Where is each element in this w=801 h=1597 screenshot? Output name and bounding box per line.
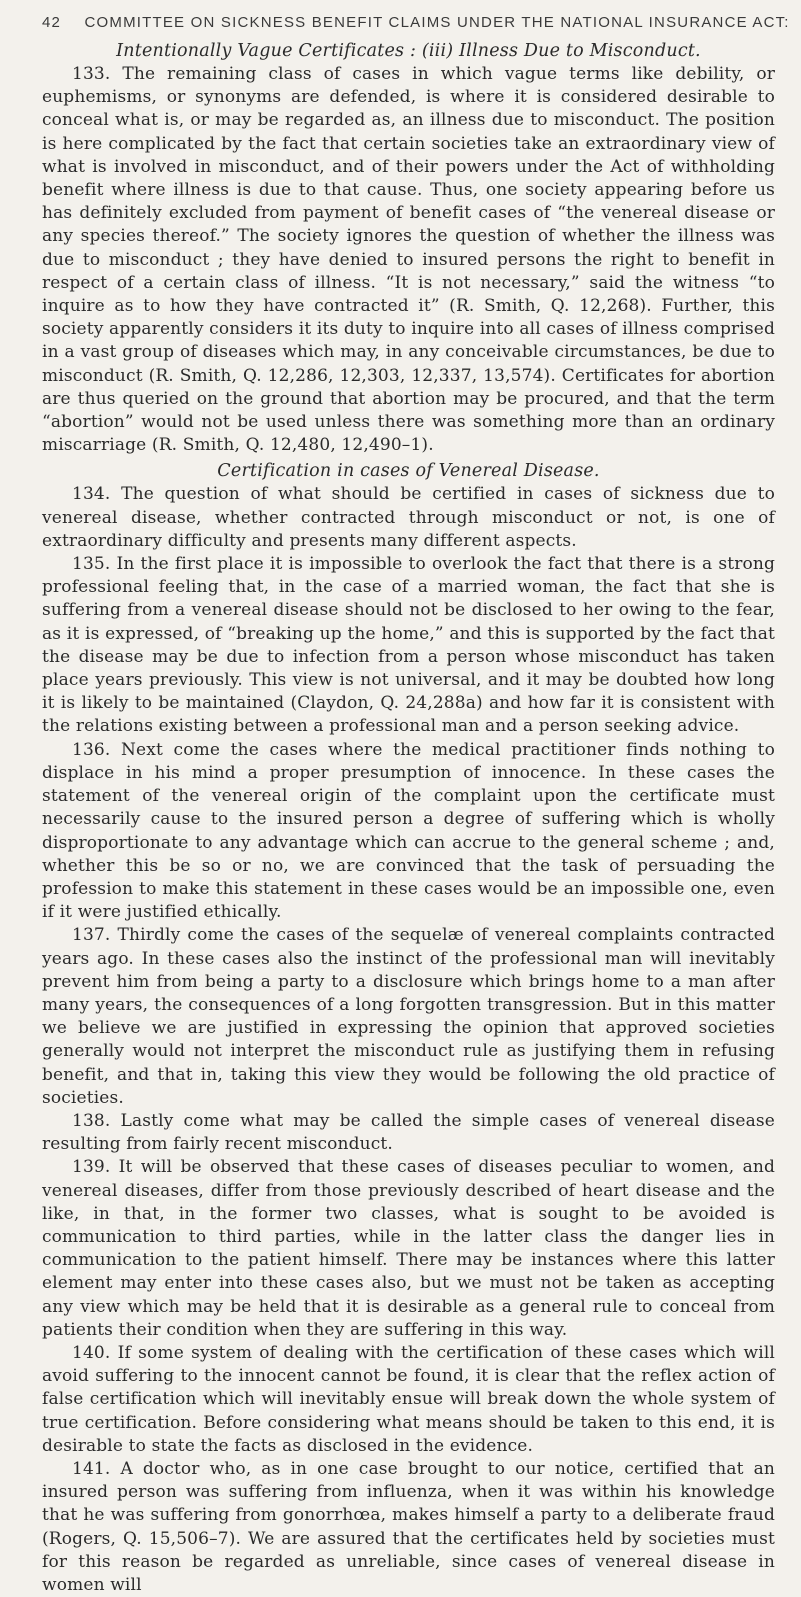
paragraph-137: 137. Thirdly come the cases of the sequelæ of venereal complaints contracted years ago. In these cases also the instinct of the professional man will inevitably prevent him from being a party to a disclosure which brings home to a man after many years, the consequences of a long forgotten transgression. But in this matter we believe we are justified in expressing the opinion that approved societies generally would not interpret the misconduct rule as justifying them in refusing benefit, and that in, taking this view they would be following the old practice of societies. [42,925,775,1108]
page-number: 42 [42,14,62,31]
running-head-title: COMMITTEE ON SICKNESS BENEFIT CLAIMS UNDER THE NATIONAL INSURANCE ACT: [84,14,790,31]
paragraph-141: 141. A doctor who, as in one case brought to our notice, certified that an insured person was suffering from influenza, when it was within his knowledge that he was suffering from gonorrhœa, makes himself a party to a deliberate fraud (Rogers, Q. 15,506–7). We are assured that the certificates held by societies must for this reason be regarded as unreliable, since cases of venereal disease in women will [42,1458,775,1595]
paragraph-133: 133. The remaining class of cases in which vague terms like debility, or euphemisms, or synonyms are defended, is where it is considered desirable to conceal what is, or may be regarded as, an illness due to misconduct. The position is here complicated by the fact that certain societies take an extraordinary view of what is involved in misconduct, and of their powers under the Act of withholding benefit where illness is due to that cause. Thus, one society appearing before us has definitely excluded from payment of benefit cases of “the venereal disease or any species thereof.” The society ignores the question of whether the illness was due to misconduct ; they have denied to insured persons the right to benefit in respect of a certain class of illness. “It is not necessary,” said the witness “to inquire as to how they have contracted it” (R. Smith, Q. 12,268). Further, this society apparently considers it its duty to inquire into all cases of illness comprised in a vast group of diseases which may, in any conceivable circumstances, be due to misconduct (R. Smith, Q. 12,286, 12,303, 12,337, 13,574). Certificates for abortion are thus queried on the ground that abortion may be procured, and that the term “abortion” would not be used unless there was something more than an ordinary miscarriage (R. Smith, Q. 12,480, 12,490–1). [42,64,775,456]
section-heading: Intentionally Vague Certificates : (iii) Illness Due to Misconduct. [116,41,701,61]
paragraph-138: 138. Lastly come what may be called the simple cases of venereal disease resulting from fairly recent misconduct. [42,1110,775,1155]
paragraph-136: 136. Next come the cases where the medical practitioner finds nothing to displace in his mind a proper presumption of innocence. In these cases the statement of the venereal origin of the complaint upon the certificate must necessarily cause to the insured person a degree of suffering which is wholly disproportionate to any advantage which can accrue to the general scheme ; and, whether this be so or no, we are convinced that the task of persuading the profession to make this statement in these cases would be an impossible one, even if it were justified ethically. [42,739,775,923]
paragraph-135: 135. In the first place it is impossible to overlook the fact that there is a strong professional feeling that, in the case of a married woman, the fact that she is suffering from a venereal disease should not be disclosed to her owing to the fear, as it is expressed, of “breaking up the home,” and this is supported by the fact that the disease may be due to infection from a person whose misconduct has taken place years previously. This view is not universal, and it may be doubted how long it is likely to be maintained (Claydon, Q. 24,288a) and how far it is consistent with the relations existing between a professional man and a person seeking advice. [42,554,775,737]
paragraph-134: 134. The question of what should be certified in cases of sickness due to venereal disease, whether contracted through misconduct or not, is one of extraordinary difficulty and presents many different aspects. [42,484,775,551]
paragraph-139: 139. It will be observed that these cases of diseases peculiar to women, and venereal diseases, differ from those previously described of heart disease and the like, in that, in the former two classes, what is sought to be avoided is communication to third parties, while in the latter class the danger lies in communication to the patient himself. There may be instances where this latter element may enter into these cases also, but we must not be taken as accepting any view which may be held that it is desirable as a general rule to conceal from patients their condition when they are suffering in this way. [42,1157,775,1340]
section-heading: Certification in cases of Venereal Disease. [217,461,600,482]
running-head [42,14,790,31]
paragraph-140: 140. If some system of dealing with the certification of these cases which will avoid suffering to the innocent cannot be found, it is clear that the reflex action of false certification which will inevitably ensue will break down the whole system of true certification. Before considering what means should be taken to this end, it is desirable to state the facts as disclosed in the evidence. [42,1342,775,1456]
